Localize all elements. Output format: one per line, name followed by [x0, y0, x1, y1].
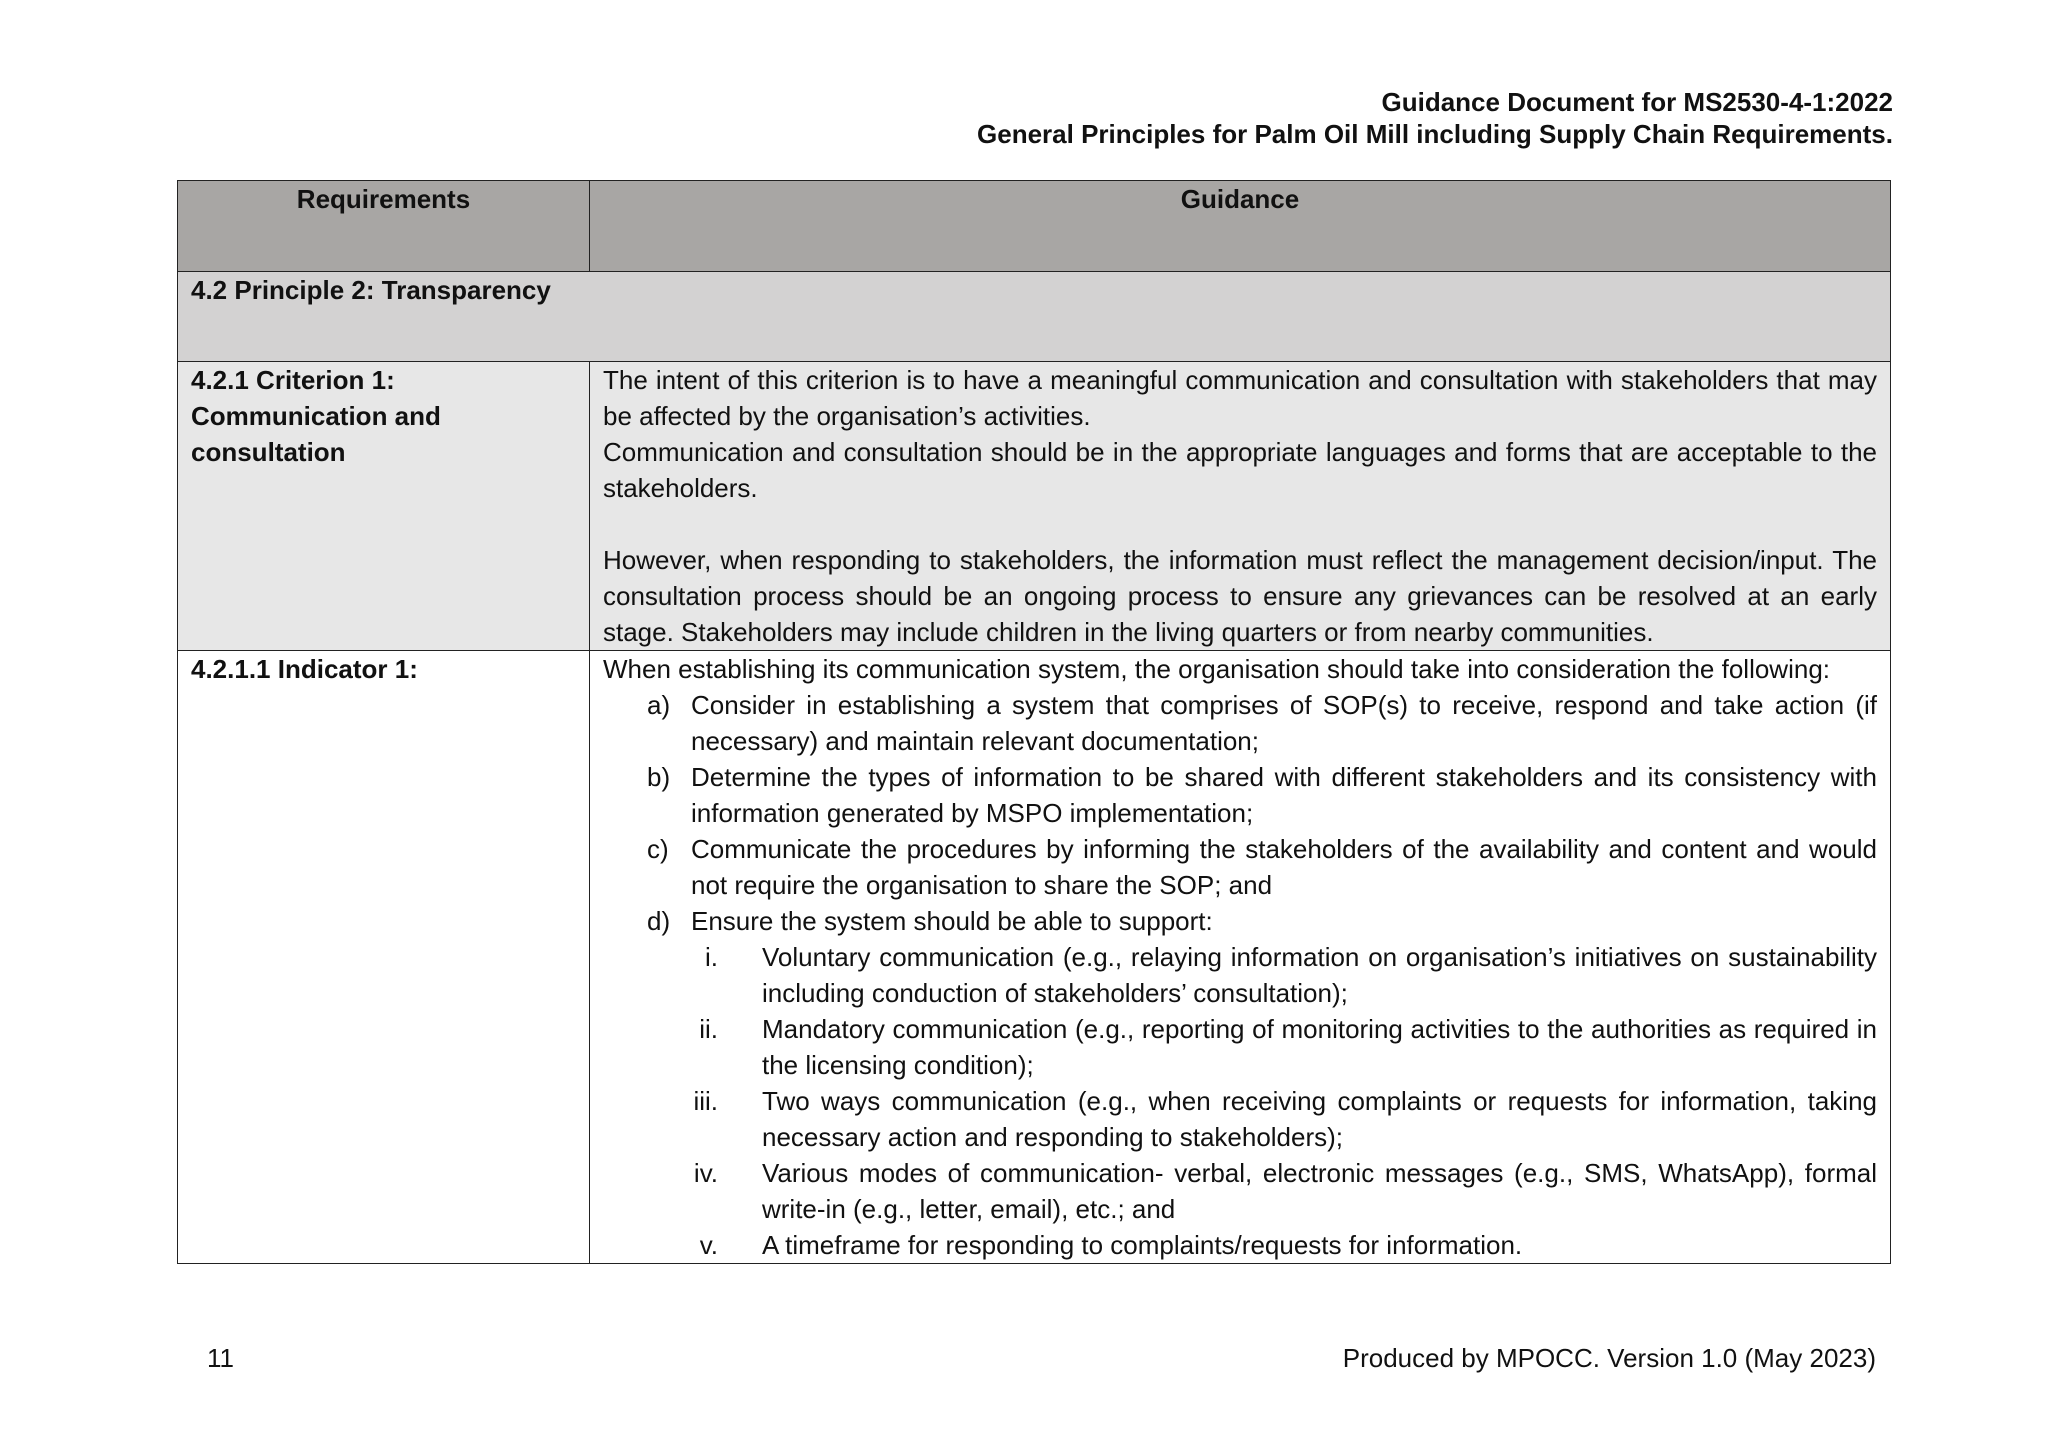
criterion-label-line: 4.2.1 Criterion 1: — [191, 365, 395, 395]
sub-list-marker: iv. — [693, 1158, 718, 1188]
page-number: 11 — [207, 1343, 234, 1373]
paragraph-spacer — [603, 506, 1877, 542]
criterion-label-line: consultation — [191, 437, 346, 467]
footer-producer: Produced by MPOCC. Version 1.0 (May 2023) — [1342, 1343, 1876, 1373]
sub-list-marker: iii. — [693, 1086, 718, 1116]
sub-list-text: Mandatory communication (e.g., reporting of monitoring activities to the authorities as required in the licensing condition); — [762, 1014, 1877, 1080]
sub-list-marker: i. — [705, 942, 718, 972]
table-header-row — [178, 181, 1891, 272]
list-item — [603, 831, 1877, 903]
criterion-row — [178, 362, 1891, 651]
list-text: Ensure the system should be able to support: — [691, 906, 1213, 936]
list-item — [603, 903, 1877, 939]
sub-list-item — [603, 1155, 1877, 1227]
indicator-row — [178, 651, 1891, 1264]
criterion-label-line: Communication and — [191, 401, 441, 431]
indicator-guidance — [590, 651, 1891, 1264]
list-text: Determine the types of information to be shared with different stakeholders and its consistency with information generated by MSPO implementation; — [691, 762, 1877, 828]
sub-list-marker: ii. — [699, 1014, 718, 1044]
list-item — [603, 759, 1877, 831]
sub-list-marker: v. — [699, 1230, 718, 1260]
sub-list-text: Voluntary communication (e.g., relaying information on organisation’s initiatives on sustainability including conduction of stakeholders’ consultation); — [762, 942, 1877, 1008]
document-subtitle: General Principles for Palm Oil Mill including Supply Chain Requirements. — [977, 119, 1893, 149]
list-marker: b) — [647, 762, 671, 792]
indicator-label: 4.2.1.1 Indicator 1: — [178, 651, 590, 1264]
sub-list-text: Two ways communication (e.g., when receiving complaints or requests for information, taking necessary action and responding to stakeholders); — [762, 1086, 1877, 1152]
principle-row — [178, 272, 1891, 362]
sub-list-item — [603, 1011, 1877, 1083]
criterion-label — [178, 362, 590, 651]
guidance-paragraph: However, when responding to stakeholders, the information must reflect the management decision/input. The consultation process should be an ongoing process to ensure any grievances can be resolved at an early stage. Stakeholders may include children in the living quarters or from nearby communities. — [603, 545, 1877, 647]
indicator-intro: When establishing its communication system, the organisation should take into consideration the following: — [603, 654, 1831, 684]
list-marker: a) — [647, 690, 671, 720]
list-marker: c) — [647, 834, 669, 864]
criterion-guidance — [590, 362, 1891, 651]
list-text: Communicate the procedures by informing the stakeholders of the availability and content and would not require the organisation to share the SOP; and — [691, 834, 1877, 900]
principle-title: 4.2 Principle 2: Transparency — [178, 272, 1891, 362]
sub-list-item — [603, 1083, 1877, 1155]
sub-list-text: Various modes of communication- verbal, electronic messages (e.g., SMS, WhatsApp), formal write-in (e.g., letter, email), etc.; and — [762, 1158, 1877, 1224]
list-item — [603, 687, 1877, 759]
document-header — [977, 86, 1893, 150]
document-title: Guidance Document for MS2530-4-1:2022 — [1381, 87, 1893, 117]
sub-list-text: A timeframe for responding to complaints/requests for information. — [762, 1230, 1523, 1260]
guidance-paragraph: The intent of this criterion is to have a meaningful communication and consultation with stakeholders that may be affected by the organisation’s activities. — [603, 365, 1877, 431]
guidance-table — [177, 180, 1891, 1264]
sub-list-item — [603, 1227, 1877, 1263]
column-header-requirements: Requirements — [178, 181, 590, 272]
guidance-paragraph: Communication and consultation should be in the appropriate languages and forms that are acceptable to the stakeholders. — [603, 437, 1877, 503]
list-text: Consider in establishing a system that comprises of SOP(s) to receive, respond and take action (if necessary) and maintain relevant documentation; — [691, 690, 1877, 756]
column-header-guidance: Guidance — [590, 181, 1891, 272]
list-marker: d) — [647, 906, 671, 936]
sub-list-item — [603, 939, 1877, 1011]
